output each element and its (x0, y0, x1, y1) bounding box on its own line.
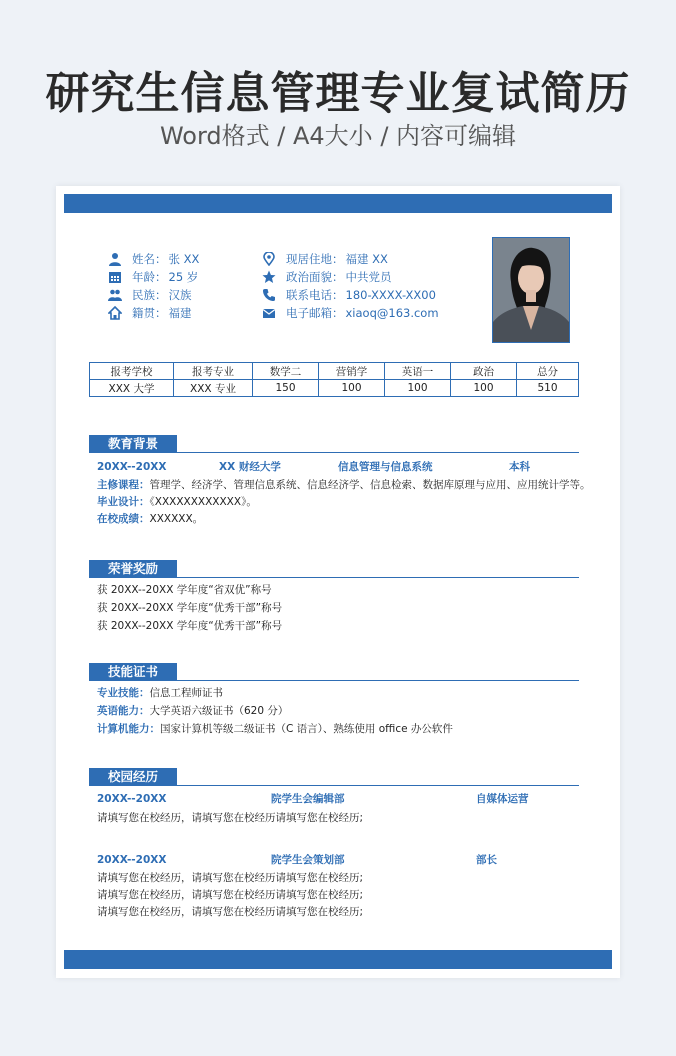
phone-label: 联系电话： (286, 288, 344, 302)
residence-value: 福建 XX (345, 252, 388, 266)
email-label: 电子邮箱： (286, 306, 344, 320)
mail-icon (262, 306, 276, 320)
score-value-cell: 510 (517, 380, 579, 397)
score-header-row (90, 363, 579, 380)
campus-org: 院学生会编辑部 (271, 793, 345, 805)
age-value: 25 岁 (168, 270, 199, 284)
score-value-cell: 100 (451, 380, 517, 397)
thesis-text: 《XXXXXXXXXXXX》。 (149, 496, 257, 508)
name-label: 姓名： (132, 252, 167, 266)
education-courses (97, 477, 591, 494)
education-thesis (97, 494, 257, 511)
skills-divider (177, 680, 579, 681)
thesis-label: 毕业设计： (97, 496, 150, 508)
honors-heading: 荣誉奖励 (89, 560, 177, 578)
resume-paper (56, 186, 620, 978)
campus-divider (177, 785, 579, 786)
bottom-accent-bar (64, 950, 612, 969)
profile-residence-row (262, 250, 439, 268)
education-divider (177, 452, 579, 453)
skill-label: 计算机能力： (97, 723, 160, 735)
skill-item (97, 703, 288, 720)
honor-item: 获 20XX--20XX 学年度“省双优”称号 (97, 584, 272, 596)
age-label: 年龄： (132, 270, 167, 284)
honor-item: 获 20XX--20XX 学年度“优秀干部”称号 (97, 602, 283, 614)
profile-age-row (108, 268, 199, 286)
campus-org: 院学生会策划部 (271, 854, 345, 866)
score-value-cell: XXX 专业 (174, 380, 253, 397)
grade-text: XXXXXX。 (149, 513, 204, 525)
profile-hometown-row (108, 304, 199, 322)
skill-text: 国家计算机等级二级证书（C 语言）、熟练使用 office 办公软件 (160, 723, 453, 735)
campus-period: 20XX--20XX (97, 793, 167, 805)
phone-icon (262, 288, 276, 302)
campus-period: 20XX--20XX (97, 854, 167, 866)
calendar-icon (108, 270, 122, 284)
score-header-cell: 报考学校 (90, 363, 174, 380)
home-icon (108, 306, 122, 320)
page-subtitle: Word格式 / A4大小 / 内容可编辑 (159, 122, 517, 150)
education-school: XX 财经大学 (219, 461, 281, 473)
skill-item (97, 685, 223, 702)
score-header-cell: 总分 (517, 363, 579, 380)
campus-role: 部长 (476, 854, 497, 866)
education-degree: 本科 (509, 461, 530, 473)
campus-detail: 请填写您在校经历，请填写您在校经历请填写您在校经历; (97, 812, 364, 824)
score-value-cell: 100 (319, 380, 385, 397)
portrait-image (493, 238, 569, 342)
profile-left (108, 250, 199, 322)
skill-label: 专业技能： (97, 687, 150, 699)
skill-item (97, 721, 453, 738)
score-value-cell: 100 (385, 380, 451, 397)
phone-value: 180-XXXX-XX00 (345, 288, 436, 302)
ethnicity-value: 汉族 (168, 288, 192, 302)
score-table (89, 362, 579, 397)
honor-item: 获 20XX--20XX 学年度“优秀干部”称号 (97, 620, 283, 632)
skill-label: 英语能力： (97, 705, 150, 717)
group-icon (108, 288, 122, 302)
grade-label: 在校成绩： (97, 513, 150, 525)
score-value-cell: XXX 大学 (90, 380, 174, 397)
email-value: xiaoq@163.com (345, 306, 439, 320)
profile-phone-row (262, 286, 439, 304)
score-value-cell: 150 (253, 380, 319, 397)
person-icon (108, 252, 122, 266)
score-header-cell: 营销学 (319, 363, 385, 380)
profile-email-row (262, 304, 439, 322)
score-value-row (90, 380, 579, 397)
residence-label: 现居住地： (286, 252, 344, 266)
hometown-label: 籍贯： (132, 306, 167, 320)
score-header-cell: 报考专业 (174, 363, 253, 380)
hometown-value: 福建 (168, 306, 192, 320)
courses-label: 主修课程： (97, 479, 150, 491)
skill-text: 大学英语六级证书（620 分） (149, 705, 289, 717)
campus-detail: 请填写您在校经历，请填写您在校经历请填写您在校经历; (97, 906, 364, 918)
education-period: 20XX--20XX (97, 461, 167, 473)
education-heading: 教育背景 (89, 435, 177, 453)
profile-ethnicity-row (108, 286, 199, 304)
location-icon (262, 252, 276, 266)
campus-role: 自媒体运营 (476, 793, 529, 805)
score-header-cell: 政治 (451, 363, 517, 380)
campus-heading: 校园经历 (89, 768, 177, 786)
politics-label: 政治面貌： (286, 270, 344, 284)
education-grade (97, 511, 203, 528)
star-icon (262, 270, 276, 284)
ethnicity-label: 民族： (132, 288, 167, 302)
profile-name-row (108, 250, 199, 268)
skill-text: 信息工程师证书 (149, 687, 223, 699)
page-title: 研究生信息管理专业复试简历 (45, 68, 631, 119)
profile-politics-row (262, 268, 439, 286)
profile-photo (492, 237, 570, 343)
profile-right (262, 250, 439, 322)
honors-divider (177, 577, 579, 578)
name-value: 张 XX (168, 252, 200, 266)
skills-heading: 技能证书 (89, 663, 177, 681)
education-major: 信息管理与信息系统 (338, 461, 433, 473)
politics-value: 中共党员 (345, 270, 392, 284)
score-header-cell: 数学二 (253, 363, 319, 380)
top-accent-bar (64, 194, 612, 213)
courses-text: 管理学、经济学、管理信息系统、信息经济学、信息检索、数据库原理与应用、应用统计学等。 (149, 479, 591, 491)
score-header-cell: 英语一 (385, 363, 451, 380)
campus-detail: 请填写您在校经历，请填写您在校经历请填写您在校经历; (97, 889, 364, 901)
campus-detail: 请填写您在校经历，请填写您在校经历请填写您在校经历; (97, 872, 364, 884)
